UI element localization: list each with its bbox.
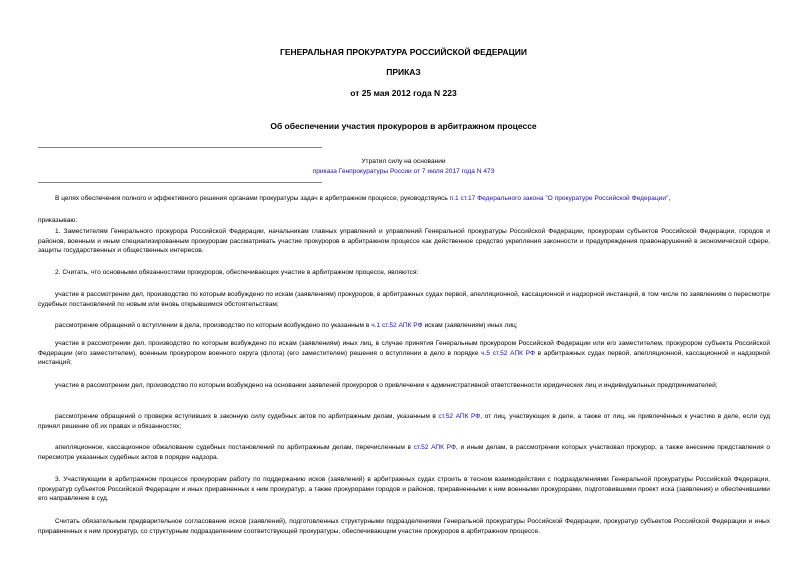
duty-item-3-text: участие в рассмотрении дел, производство по которым возбуждено по искам (заявлениям) иных лиц, в случае принятия Генеральным прокурором Российской Федерации или его заместителем, прокурором субъекта Российской Федерации (его заместителем), военным прокурором военного округа (флота) (его заместителем) решения о вступлении в дело в порядке	[38, 340, 770, 357]
duty-item-6-end: , и иным делам, в рассмотрении которых участвовал прокурор, а также внесение представления о пересмотре указанных судебных актов в порядке надзора.	[38, 444, 770, 461]
duty-item-2-text: рассмотрение обращений о вступлении в дела, производство по которым возбуждено по указанным в	[55, 322, 372, 329]
divider-top	[38, 147, 322, 148]
paragraph-2: 2. Считать, что основными обязанностями прокуроров, обеспечивающих участие в арбитражном процессе, являются:	[55, 269, 419, 276]
divider-bottom	[38, 182, 322, 183]
intro-end: ,	[668, 195, 671, 202]
duty-item-2-end: искам (заявлениям) иных лиц;	[422, 322, 518, 329]
apk-part5-art52-link[interactable]: ч.5 ст.52 АПК РФ	[481, 349, 536, 357]
intro-text: В целях обеспечения полного и эффективного решения органами прокуратуры задач в арбитражном процессе, руководствуясь	[55, 195, 450, 202]
duty-item-3-end: в арбитражных судах первой, апелляционной, кассационной и надзорной инстанций;	[38, 349, 770, 367]
law-reference-link[interactable]: п.1 ст.17 Федерального закона "О прокуратуре Российской Федерации"	[449, 195, 669, 202]
duty-item-1: участие в рассмотрении дел, производство по которым возбуждено по искам (заявлениям) прокуроров, в арбитражных судах первой, апелляционной, кассационной и надзорной инстанций, в том числе по заявлениям о пересмотре судебных постановлений по новым или вновь открывшимся обстоятельствам;	[38, 291, 770, 308]
apk-part1-art52-link[interactable]: ч.1 ст.52 АПК РФ	[371, 322, 423, 329]
duty-item-4: участие в рассмотрении дел, производство по которым возбуждено на основании заявлений прокуроров о привлечении к административной ответственности юридических лиц и индивидуальных предпринимателей;	[55, 382, 718, 389]
duty-item-2	[38, 321, 770, 331]
status-line: Утратил силу на основании	[361, 158, 446, 165]
duty-item-6	[38, 443, 770, 462]
duty-item-6-text: апелляционное, кассационное обжалование судебных постановлений по арбитражным делам, перечисленным в	[55, 444, 414, 451]
organization-heading: ГЕНЕРАЛЬНАЯ ПРОКУРАТУРА РОССИЙСКОЙ ФЕДЕРАЦИИ	[280, 47, 527, 57]
duty-item-5-text: рассмотрение обращений о проверке вступивших в законную силу судебных актов по арбитражным делам, указанным в	[55, 413, 439, 420]
apk-art52-link-a[interactable]: ст.52 АПК РФ	[438, 413, 481, 420]
duty-item-5-end: , от лиц, участвующих в деле, а также от лиц, не привлечённых к участию в деле, если суд принял решение об их правах и обязанностях;	[38, 413, 770, 430]
paragraph-4: Считать обязательным предварительное согласование исков (заявлений), подготовленных структурными подразделениями Генеральной прокуратуры Российской Федерации, прокуратур субъектов Российской Федерации и иных приравненных к ним прокуратур, со структурным подразделением соответствующей прокуратуры, обеспечивающим участие прокуроров в арбитражном процессе.	[38, 518, 770, 535]
duty-item-5	[38, 412, 770, 431]
paragraph-3: 3. Участвующим в арбитражном процессе прокурорам работу по поддержанию исков (заявлений) в арбитражных судах строить в тесном взаимодействии с подразделениями Генеральной прокуратуры Российской Федерации, прокуратур субъектов Российской Федерации и иных приравненных к ним прокуратур, а также прокурорами городов и районов, приравненными к ним военными прокурорами, подготовившими проект иска (заявления) и обеспечившими его направление в суд.	[38, 476, 770, 503]
paragraph-1: 1. Заместителям Генерального прокурора Российской Федерации, начальникам главных управлений и управлений Генеральной прокуратуры Российской Федерации, прокурорам субъектов Российской Федерации, городов и районов, военным и иным специализированным прокурорам рассматривать участие прокуроров в арбитражном процессе как действенное средство укрепления законности и предупреждения правонарушений в экономической сфере, защиты государственных и общественных интересов.	[38, 228, 770, 255]
intro-paragraph	[38, 194, 770, 204]
date-number-heading: от 25 мая 2012 года N 223	[350, 88, 457, 98]
apk-art52-link-b[interactable]: ст.52 АПК РФ	[413, 444, 456, 451]
document-title: Об обеспечении участия прокуроров в арбитражном процессе	[270, 121, 537, 131]
duty-item-3	[38, 339, 770, 368]
status-note	[250, 157, 557, 176]
orders-line: приказываю:	[38, 217, 78, 224]
document-type-heading: ПРИКАЗ	[386, 67, 421, 77]
status-link[interactable]: приказа Генпрокуратуры России от 7 июля 2017 года N 473	[312, 167, 495, 175]
